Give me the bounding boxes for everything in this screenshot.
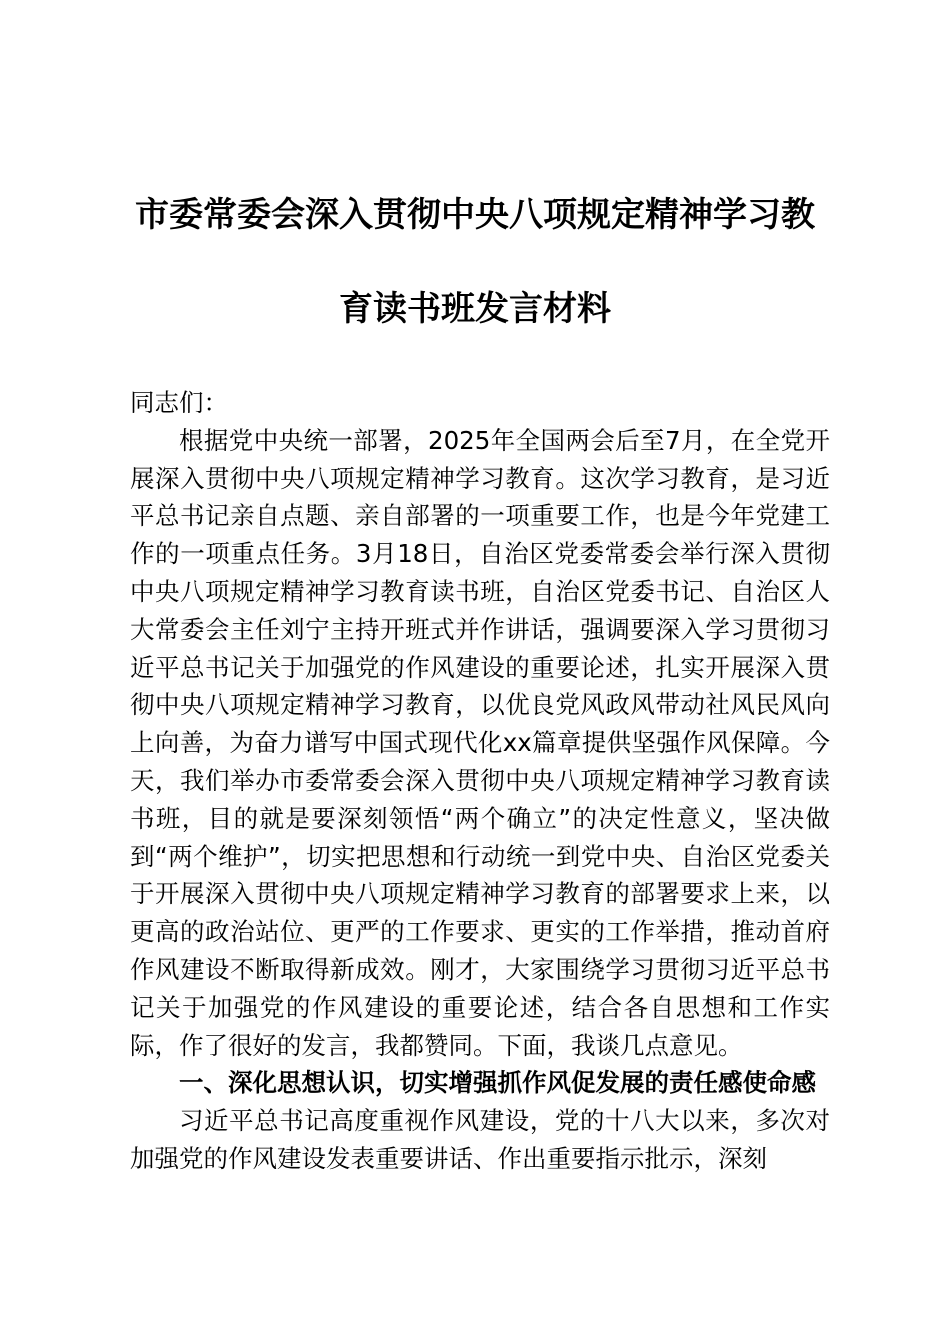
document-title-line-1: 市委常委会深入贯彻中央八项规定精神学习教 xyxy=(135,195,815,235)
document-body xyxy=(130,384,830,1178)
section-heading-1: 一、深化思想认识，切实增强抓作风促发展的责任感使命感 xyxy=(179,1068,816,1098)
paragraph-intro: 根据党中央统一部署，2025年全国两会后至7月，在全党开展深入贯彻中央八项规定精神学习教育。这次学习教育，是习近平总书记亲自点题、亲自部署的一项重要工作，也是今年党建工作的一项重点任务。3月18日，自治区党委常委会举行深入贯彻中央八项规定精神学习教育读书班，自治区党委书记、自治区人大常委会主任刘宁主持开班式并作讲话，强调要深入学习贯彻习近平总书记关于加强党的作风建设的重要论述，扎实开展深入贯彻中央八项规定精神学习教育，以优良党风政风带动社风民风向上向善，为奋力谱写中国式现代化xx篇章提供坚强作风保障。今天，我们举办市委常委会深入贯彻中央八项规定精神学习教育读书班，目的就是要深刻领悟“两个确立”的决定性意义，坚决做到“两个维护”，切实把思想和行动统一到党中央、自治区党委关于开展深入贯彻中央八项规定精神学习教育的部署要求上来，以更高的政治站位、更严的工作要求、更实的工作举措，推动首府作风建设不断取得新成效。刚才，大家围绕学习贯彻习近平总书记关于加强党的作风建设的重要论述，结合各自思想和工作实际，作了很好的发言，我都赞同。下面，我谈几点意见。 xyxy=(130,425,830,1060)
document-title-line-2: 育读书班发言材料 xyxy=(339,289,611,329)
salutation: 同志们： xyxy=(130,388,228,417)
paragraph-section-1: 习近平总书记高度重视作风建设，党的十八大以来，多次对加强党的作风建设发表重要讲话、作出重要指示批示，深刻 xyxy=(130,1106,830,1173)
